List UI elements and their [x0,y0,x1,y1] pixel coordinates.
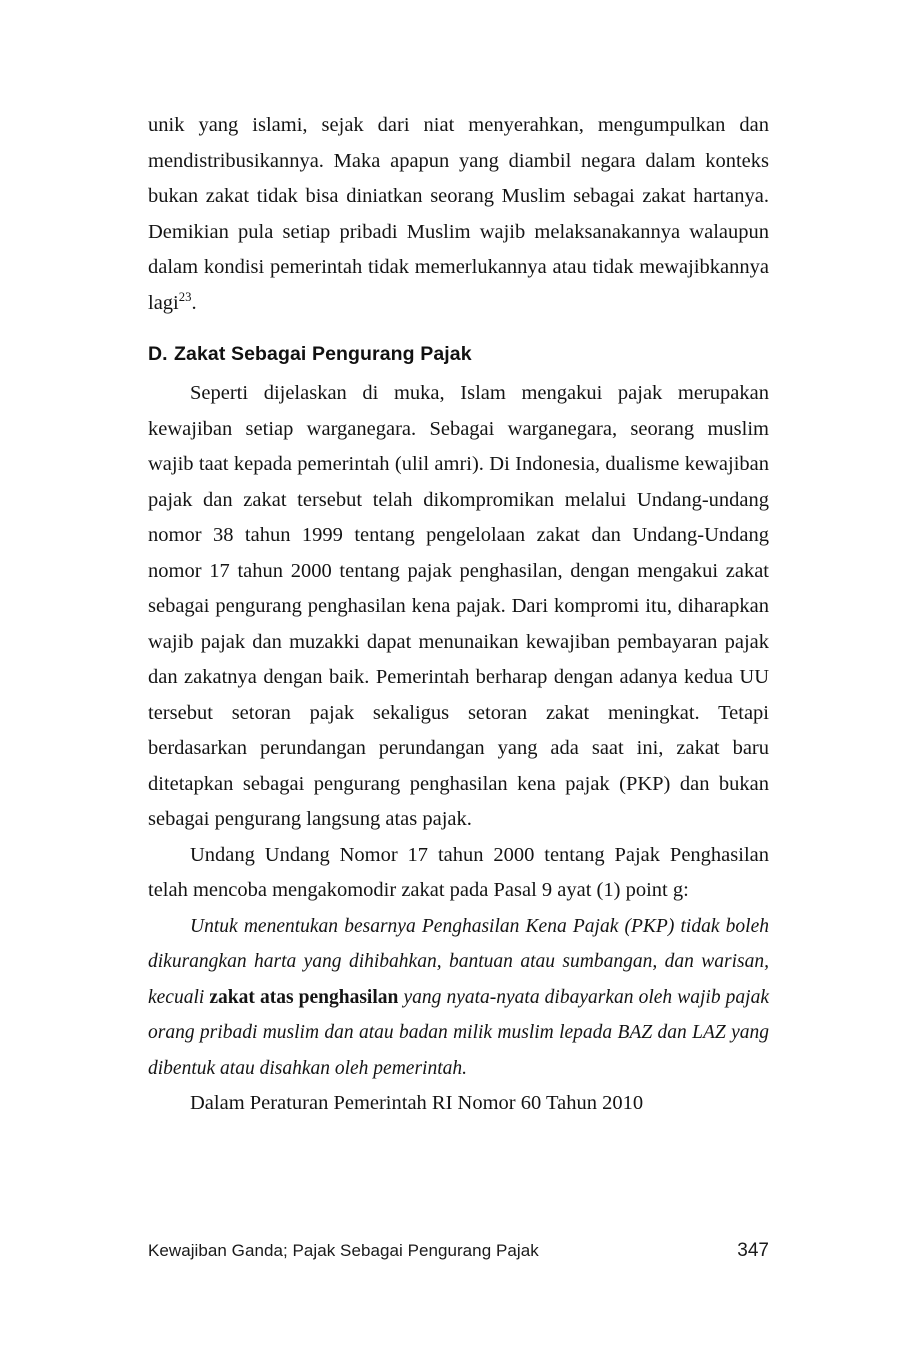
footer-running-title: Kewajiban Ganda; Pajak Sebagai Pengurang Pajak [148,1241,539,1260]
paragraph-1: Seperti dijelaskan di muka, Islam mengakui pajak merupakan kewajiban setiap warganegara. Sebagai warganegara, seorang muslim wajib taat kepada pemerintah (ulil amri). Di Indonesia, dualisme kewajiban pajak dan zakat tersebut telah dikompromikan melalui Undang-undang nomor 38 tahun 1999 tentang pengelolaan zakat dan Undang-Undang nomor 17 tahun 2000 tentang pajak penghasilan, dengan mengakui zakat sebagai pengurang penghasilan kena pajak. Dari kompromi itu, diharapkan wajib pajak dan muzakki dapat menunaikan kewajiban pembayaran pajak dan zakatnya dengan baik. Pemerintah berharap dengan adanya kedua UU tersebut setoran pajak sekaligus setoran zakat meningkat. Tetapi berdasarkan perundangan perundangan yang ada saat ini, zakat baru ditetapkan sebagai pengurang penghasilan kena pajak (PKP) dan bukan sebagai pengurang langsung atas pajak. [148,382,769,830]
quote-part-1: Untuk menentukan besarnya Penghasilan Kena Pajak (PKP) tidak boleh dikurangkan harta yang dihibahkan, bantuan atau sumbangan, dan warisan, kecuali [148,915,769,1008]
block-quote [148,909,769,1087]
section-heading [148,343,769,366]
section-heading-title: Zakat Sebagai Pengurang Pajak [174,343,472,365]
opening-paragraph-terminator: . [191,291,197,314]
footnote-marker: 23 [178,289,192,304]
paragraph-3: Dalam Peraturan Pemerintah RI Nomor 60 Tahun 2010 [190,1092,644,1114]
quote-part-2: yang nyata-nyata dibayarkan oleh wajib pajak orang pribadi muslim dan atau badan milik muslim lepada BAZ dan LAZ yang dibentuk atau disahkan oleh pemerintah. [148,986,769,1079]
footer-page-number: 347 [737,1240,769,1261]
opening-paragraph-text: unik yang islami, sejak dari niat menyerahkan, mengumpulkan dan mendistribusikannya. Maka apapun yang diambil negara dalam konteks bukan zakat tidak bisa diniatkan seorang Muslim sebagai zakat hartanya. Demikian pula setiap pribadi Muslim wajib melaksanakannya walaupun dalam kondisi pemerintah tidak memerlukannya atau tidak mewajibkannya lagi [148,114,769,314]
page-footer [148,1240,769,1262]
paragraph-2: Undang Undang Nomor 17 tahun 2000 tentang Pajak Penghasilan telah mencoba mengakomodir zakat pada Pasal 9 ayat (1) point g: [148,843,769,901]
section-heading-letter: D. [148,343,168,365]
opening-paragraph [148,108,769,321]
quote-bold-phrase: zakat atas penghasilan [209,986,399,1008]
